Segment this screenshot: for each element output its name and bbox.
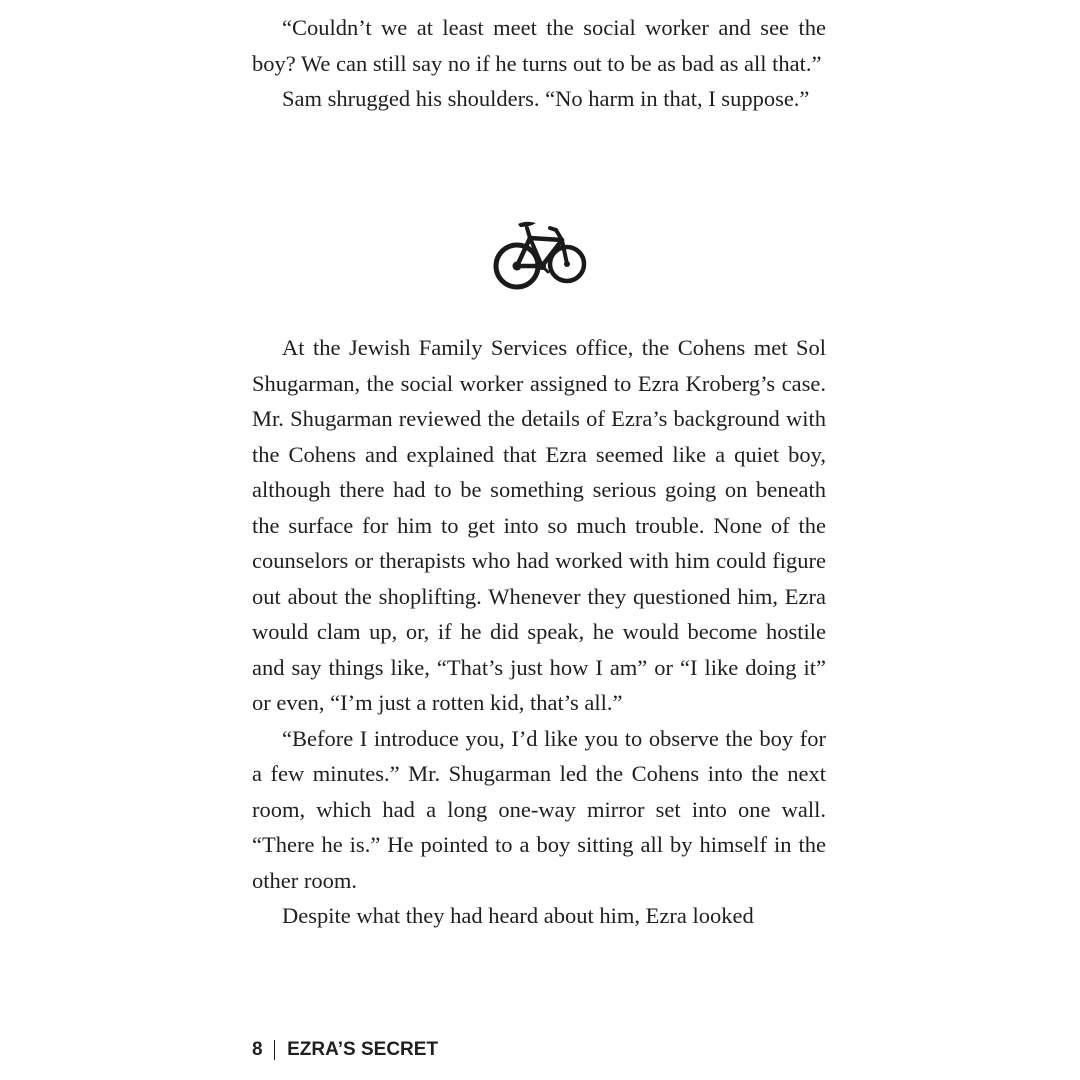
- bicycle-icon: [490, 216, 590, 294]
- text-block-top: [252, 10, 826, 117]
- paragraph: Despite what they had heard about him, Ezra looked: [282, 903, 754, 928]
- running-footer: [252, 1036, 438, 1064]
- page-number: 8: [252, 1039, 263, 1060]
- paragraph: Sam shrugged his shoulders. “No harm in that, I suppose.”: [282, 86, 810, 111]
- paragraph: “Before I introduce you, I’d like you to observe the boy for a few minutes.” Mr. Shugarman led the Cohens into the next room, which had a long one-way mirror set into one wall. “There he is.” He pointed to a boy sitting all by himself in the other room.: [252, 725, 826, 893]
- paragraph: At the Jewish Family Services office, the Cohens met Sol Shugarman, the social worker assigned to Ezra Kroberg’s case. Mr. Shugarman reviewed the details of Ezra’s background with the Cohens and explained that Ezra seemed like a quiet boy, although there had to be something serious going on beneath the surface for him to get into so much trouble. None of the counselors or therapists who had worked with him could figure out about the shoplifting. Whenever they questioned him, Ezra would clam up, or, if he did speak, he would become hostile and say things like, “That’s just how I am” or “I like doing it” or even, “I’m just a rotten kid, that’s all.”: [252, 335, 826, 715]
- text-block-bottom: [252, 330, 826, 934]
- footer-divider: [274, 1040, 276, 1060]
- book-title: EZRA’S SECRET: [287, 1039, 439, 1060]
- paragraph: “Couldn’t we at least meet the social worker and see the boy? We can still say no if he turns out to be as bad as all that.”: [252, 15, 826, 76]
